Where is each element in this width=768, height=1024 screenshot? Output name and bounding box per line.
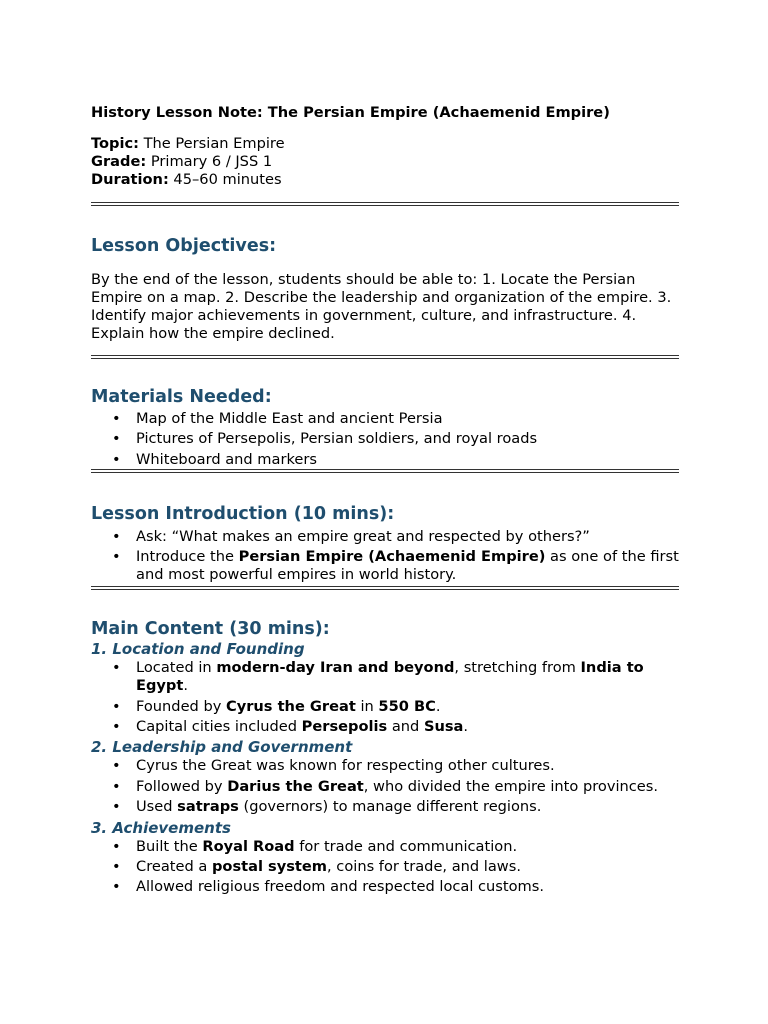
list-item xyxy=(91,718,679,736)
divider xyxy=(91,586,679,590)
list-item: • Map of the Middle East and ancient Persia xyxy=(91,410,679,428)
document-body xyxy=(91,104,679,899)
bold-run: Darius the Great xyxy=(227,777,364,795)
list-item xyxy=(91,698,679,716)
bold-run: modern-day Iran and beyond xyxy=(216,659,455,677)
text-run: Built the xyxy=(136,837,203,855)
objectives-text: By the end of the lesson, students should be able to: 1. Locate the Persian Empire on a map. 2. Describe the leadership and organization of the empire. 3. Identify major achievements in government, culture, and infrastructure. 4. Explain how the empire declined. xyxy=(91,271,672,342)
text-run: , stretching from xyxy=(454,659,581,677)
text-run: Founded by xyxy=(136,697,226,715)
text-run: . xyxy=(463,717,469,735)
divider xyxy=(91,355,679,359)
text-run: and xyxy=(387,717,424,735)
list-item xyxy=(91,778,679,796)
text-run: as one of the first and most powerful empires in world history. xyxy=(136,548,679,584)
subsection-heading: 2. Leadership and Government xyxy=(91,738,353,757)
objectives-heading: Lesson Objectives: xyxy=(91,236,277,256)
meta-topic xyxy=(91,135,679,153)
bold-run: 550 BC xyxy=(378,697,436,715)
meta-grade-label: Grade: xyxy=(91,153,147,170)
list-item xyxy=(91,858,679,876)
text-run: . xyxy=(435,697,441,715)
text-run: in xyxy=(355,697,379,715)
bold-run: Cyrus the Great xyxy=(226,697,356,715)
list-item: • Pictures of Persepolis, Persian soldiers, and royal roads xyxy=(91,430,679,448)
location-list xyxy=(91,659,679,736)
text-run: Followed by xyxy=(136,777,228,795)
materials-list xyxy=(91,410,679,469)
document-title: History Lesson Note: The Persian Empire (Achaemenid Empire) xyxy=(91,104,610,121)
text-run: Capital cities included xyxy=(136,717,302,735)
lesson-meta xyxy=(91,135,679,189)
list-item: • Cyrus the Great was known for respecting other cultures. xyxy=(91,757,679,775)
bold-run: Susa xyxy=(423,717,464,735)
meta-duration-label: Duration: xyxy=(91,171,169,188)
text-run: . xyxy=(183,677,188,695)
list-item xyxy=(91,659,679,695)
bold-run: satraps xyxy=(177,798,239,816)
meta-duration-value: 45–60 minutes xyxy=(168,171,282,188)
text-run: (governors) to manage different regions. xyxy=(238,798,542,816)
subsection-heading: 3. Achievements xyxy=(91,818,231,837)
text-run: Located in xyxy=(136,659,217,677)
materials-heading: Materials Needed: xyxy=(91,387,272,407)
text-run: , coins for trade, and laws. xyxy=(327,857,521,875)
main-content-heading: Main Content (30 mins): xyxy=(91,619,330,640)
bold-run: postal system xyxy=(211,857,328,875)
text-run: Used xyxy=(136,798,178,816)
list-item xyxy=(91,838,679,856)
meta-topic-value: The Persian Empire xyxy=(138,135,285,152)
divider xyxy=(91,202,679,206)
bold-run: Persian Empire (Achaemenid Empire) xyxy=(238,548,546,566)
meta-topic-label: Topic: xyxy=(91,135,139,152)
list-item xyxy=(91,548,679,584)
list-item: • Whiteboard and markers xyxy=(91,451,679,469)
bold-run: India to Egypt xyxy=(136,659,644,695)
text-run: for trade and communication. xyxy=(294,837,518,855)
text-run: Introduce the xyxy=(136,548,239,566)
text-run: , who divided the empire into provinces. xyxy=(363,777,658,795)
bold-run: Royal Road xyxy=(202,837,295,855)
list-item: • Allowed religious freedom and respected local customs. xyxy=(91,878,679,896)
bold-run: Persepolis xyxy=(301,717,388,735)
leadership-list xyxy=(91,757,679,816)
list-item: • Ask: “What makes an empire great and respected by others?” xyxy=(91,528,679,546)
introduction-heading: Lesson Introduction (10 mins): xyxy=(91,503,395,524)
text-run: Created a xyxy=(136,857,212,875)
achievements-list xyxy=(91,838,679,897)
meta-duration xyxy=(91,171,679,189)
list-item xyxy=(91,798,679,816)
divider xyxy=(91,469,679,473)
meta-grade xyxy=(91,153,679,171)
subsection-heading: 1. Location and Founding xyxy=(91,640,305,659)
introduction-list xyxy=(91,528,679,584)
meta-grade-value: Primary 6 / JSS 1 xyxy=(146,153,273,170)
